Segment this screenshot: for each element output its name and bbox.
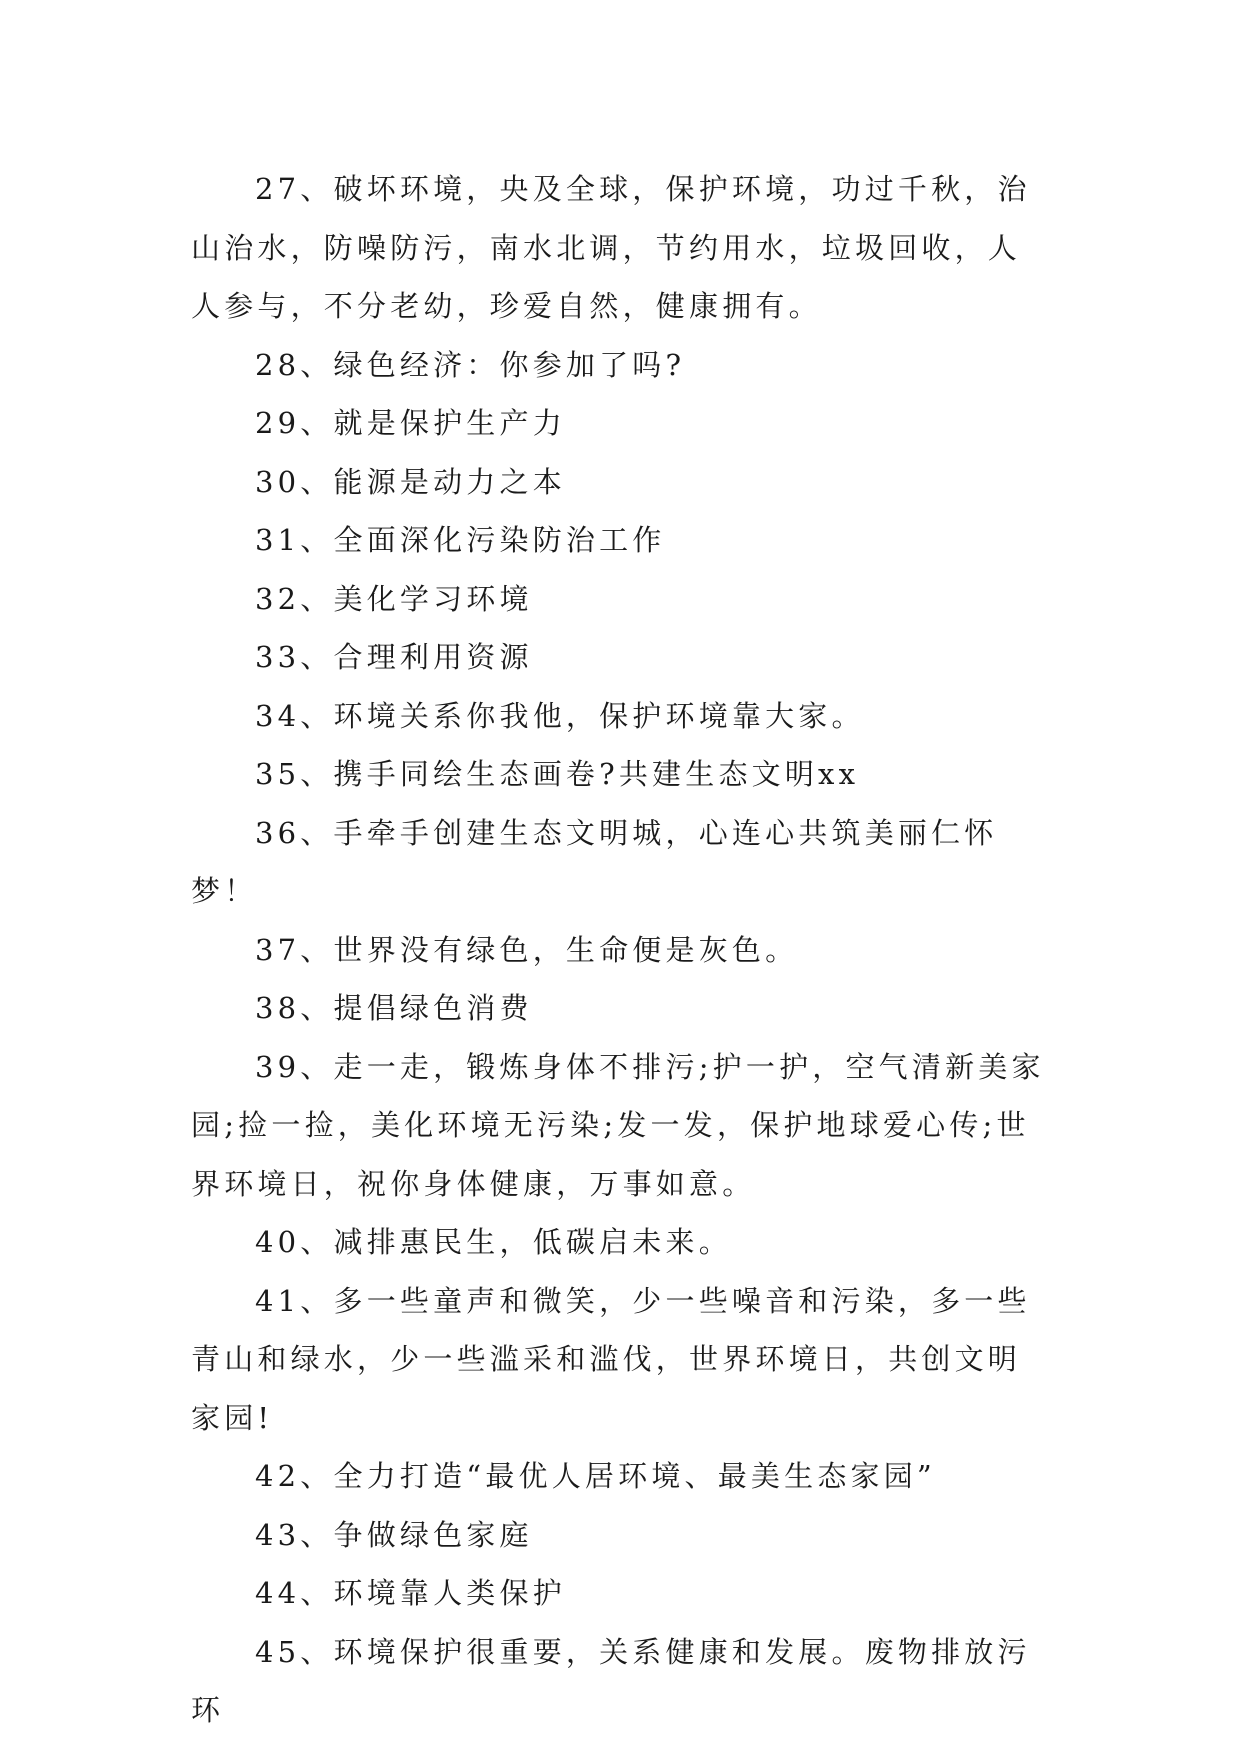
paragraph-45: 45、环境保护很重要，关系健康和发展。废物排放污环 <box>191 1634 1031 1727</box>
paragraph-36: 36、手牵手创建生态文明城，心连心共筑美丽仁怀梦！ <box>191 815 998 908</box>
paragraph-28: 28、绿色经济：你参加了吗? <box>255 347 686 382</box>
paragraph-27: 27、破坏环境，央及全球，保护环境，功过千秋，治山治水，防噪防污，南水北调，节约用水，垃圾回收，人人参与，不分老幼，珍爱自然，健康拥有。 <box>191 172 1031 323</box>
paragraph-43: 43、争做绿色家庭 <box>255 1517 533 1552</box>
paragraph-33: 33、合理利用资源 <box>255 640 533 674</box>
paragraph-40: 40、减排惠民生，低碳启未来。 <box>255 1225 732 1259</box>
paragraph-38: 38、提倡绿色消费 <box>255 991 533 1025</box>
paragraph-32: 32、美化学习环境 <box>255 581 533 616</box>
paragraph-34: 34、环境关系你我他，保护环境靠大家。 <box>255 698 865 733</box>
paragraph-31: 31、全面深化污染防治工作 <box>255 523 666 557</box>
paragraph-37: 37、世界没有绿色，生命便是灰色。 <box>255 932 799 967</box>
paragraph-30: 30、能源是动力之本 <box>255 464 566 499</box>
paragraph-29: 29、就是保护生产力 <box>255 406 566 440</box>
paragraph-42: 42、全力打造“最优人居环境、最美生态家园” <box>255 1459 936 1493</box>
document-body <box>191 160 1051 1740</box>
paragraph-39: 39、走一走，锻炼身体不排污;护一护，空气清新美家园;捡一捡，美化环境无污染;发一发，保护地球爱心传;世界环境日，祝你身体健康，万事如意。 <box>191 1049 1045 1201</box>
paragraph-41: 41、多一些童声和微笑，少一些噪音和污染，多一些青山和绿水，少一些滥采和滥伐，世界环境日，共创文明家园! <box>191 1283 1031 1435</box>
paragraph-35: 35、携手同绘生态画卷?共建生态文明xx <box>255 757 860 791</box>
paragraph-44: 44、环境靠人类保护 <box>255 1576 566 1610</box>
